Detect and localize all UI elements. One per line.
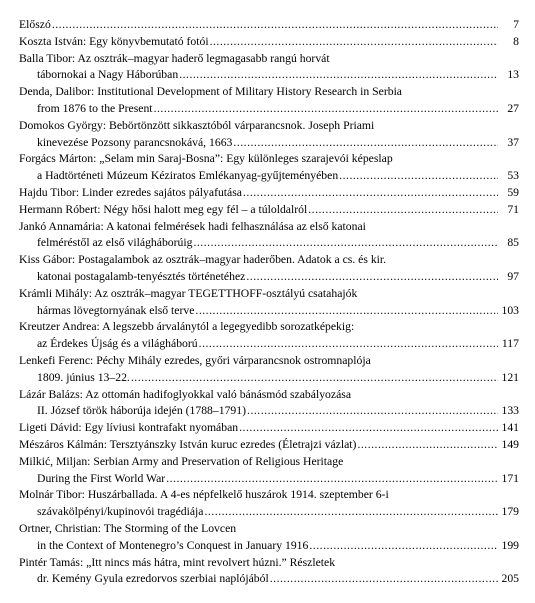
toc-entry-text: szávakölpényi/kupinovói tragédiája xyxy=(37,505,204,519)
toc-entry[interactable] xyxy=(19,151,519,185)
toc-leader-dots xyxy=(205,504,499,521)
toc-page-number: 199 xyxy=(501,538,519,552)
toc-page-number: 171 xyxy=(501,471,519,485)
toc-entry-text: in the Context of Montenegro’s Conquest in January 1916 xyxy=(37,538,309,552)
toc-leader-dots xyxy=(247,403,498,420)
toc-entry-text: Molnár Tibor: Huszárballada. A 4-es népfelkelő huszárok 1914. szeptember 6-i xyxy=(19,488,389,502)
toc-page-number: 133 xyxy=(501,404,519,418)
toc-entry-title-line xyxy=(19,353,519,370)
toc-entry-title-line xyxy=(19,34,519,51)
toc-entry[interactable] xyxy=(19,219,519,253)
toc-page-number: 179 xyxy=(501,505,519,519)
toc-entry[interactable] xyxy=(19,51,519,85)
toc-entry-text: Milkić, Miljan: Serbian Army and Preservation of Religious Heritage xyxy=(19,454,344,468)
toc-entry-continuation-line xyxy=(19,67,519,84)
toc-entry[interactable] xyxy=(19,118,519,152)
toc-leader-dots xyxy=(233,135,498,152)
toc-entry[interactable] xyxy=(19,353,519,387)
toc-entry-title-line xyxy=(19,118,519,135)
toc-entry-title-line xyxy=(19,84,519,101)
toc-entry-title-line xyxy=(19,420,519,437)
toc-entry[interactable] xyxy=(19,34,519,51)
toc-leader-dots xyxy=(131,370,498,387)
toc-entry-text: During the First World War xyxy=(37,471,166,485)
toc-entry[interactable] xyxy=(19,487,519,521)
toc-entry-text: Krámli Mihály: Az osztrák–magyar TEGETTHOFF-osztályú csatahajók xyxy=(19,286,358,300)
toc-entry-continuation-line xyxy=(19,336,519,353)
toc-page-number: 13 xyxy=(507,68,519,82)
toc-page-number: 71 xyxy=(507,202,519,216)
toc-leader-dots xyxy=(52,17,498,34)
toc-entry-continuation-line xyxy=(19,403,519,420)
toc-entry[interactable] xyxy=(19,387,519,421)
toc-entry-text: Ligeti Dávid: Egy líviusi kontrafakt nyomában xyxy=(19,421,239,435)
toc-page-number: 149 xyxy=(501,437,519,451)
toc-entry-text: 1809. június 13–22. xyxy=(37,370,130,384)
toc-leader-dots xyxy=(357,437,498,454)
toc-entry-continuation-line xyxy=(19,168,519,185)
toc-entry-text: kinevezése Pozsony parancsnokává, 1663 xyxy=(37,135,233,149)
toc-entry[interactable] xyxy=(19,521,519,555)
toc-entry-text: Denda, Dalibor: Institutional Development of Military History Research in Serbia xyxy=(19,85,402,99)
toc-entry-title-line xyxy=(19,555,519,572)
toc-page-number: 117 xyxy=(501,337,519,351)
toc-entry-text: from 1876 to the Present xyxy=(37,101,153,115)
toc-entry[interactable] xyxy=(19,17,519,34)
toc-page-number: 121 xyxy=(501,370,519,384)
toc-entry-text: felméréstől az első világháborúig xyxy=(37,236,193,250)
toc-leader-dots xyxy=(195,303,498,320)
toc-leader-dots xyxy=(210,34,498,51)
toc-leader-dots xyxy=(239,420,498,437)
toc-entry[interactable] xyxy=(19,437,519,454)
toc-entry[interactable] xyxy=(19,454,519,488)
toc-page-number: 53 xyxy=(507,169,519,183)
toc-entry-continuation-line xyxy=(19,471,519,488)
toc-entry-text: Előszó xyxy=(19,18,51,31)
toc-entry-text: katonai postagalamb-tenyésztés történetéhez xyxy=(37,269,246,283)
toc-page-number: 7 xyxy=(513,18,519,31)
toc-entry[interactable] xyxy=(19,185,519,202)
toc-leader-dots xyxy=(199,336,498,353)
toc-entry-text: Jankó Annamária: A katonai felmérések hadi felhasználása az első katonai xyxy=(19,219,366,233)
toc-entry-title-line xyxy=(19,202,519,219)
toc-leader-dots xyxy=(308,202,498,219)
toc-entry-text: hármas lövegtornyának első terve xyxy=(37,303,195,317)
toc-entry-text: tábornokai a Nagy Háborúban xyxy=(37,68,179,82)
toc-leader-dots xyxy=(193,235,498,252)
toc-leader-dots xyxy=(243,185,498,202)
toc-entry-continuation-line xyxy=(19,571,519,588)
toc-entry-title-line xyxy=(19,17,519,34)
toc-entry-title-line xyxy=(19,319,519,336)
toc-page-number: 205 xyxy=(501,572,519,586)
toc-entry[interactable] xyxy=(19,555,519,589)
toc-entry-continuation-line xyxy=(19,538,519,555)
toc-leader-dots xyxy=(246,269,498,286)
toc-entry-text: Lenkefi Ferenc: Péchy Mihály ezredes, győri várparancsnok ostromnaplója xyxy=(19,353,371,367)
toc-entry[interactable] xyxy=(19,84,519,118)
toc-entry-text: Koszta István: Egy könyvbemutató fotói xyxy=(19,34,209,48)
toc-entry-text: Hajdu Tibor: Linder ezredes sajátos pályafutása xyxy=(19,185,242,199)
toc-leader-dots xyxy=(179,67,498,84)
toc-page-number: 37 xyxy=(507,135,519,149)
toc-entry-continuation-line xyxy=(19,303,519,320)
toc-entry-continuation-line xyxy=(19,370,519,387)
toc-entry-title-line xyxy=(19,454,519,471)
toc-entry[interactable] xyxy=(19,202,519,219)
toc-entry-continuation-line xyxy=(19,135,519,152)
toc-entry-title-line xyxy=(19,387,519,404)
toc-leader-dots xyxy=(166,471,498,488)
toc-page-number: 59 xyxy=(507,185,519,199)
toc-page-number: 27 xyxy=(507,101,519,115)
toc-entry-continuation-line xyxy=(19,235,519,252)
toc-entry-text: Kiss Gábor: Postagalambok az osztrák–magyar haderőben. Adatok a cs. és kir. xyxy=(19,253,387,267)
toc-entry-title-line xyxy=(19,252,519,269)
toc-page-number: 8 xyxy=(513,34,519,48)
toc-entry-continuation-line xyxy=(19,504,519,521)
toc-entry-continuation-line xyxy=(19,269,519,286)
toc-entry-text: Forgács Márton: „Selam min Saraj-Bosna”: Egy különleges szarajevói képeslap xyxy=(19,152,393,166)
toc-entry-continuation-line xyxy=(19,101,519,118)
toc-entry-text: Ortner, Christian: The Storming of the Lovcen xyxy=(19,521,237,535)
toc-entry-title-line xyxy=(19,521,519,538)
toc-entry-text: a Hadtörténeti Múzeum Kéziratos Emlékanyag-gyűjteményében xyxy=(37,169,339,183)
toc-entry-text: Balla Tibor: Az osztrák–magyar haderő legmagasabb rangú horvát xyxy=(19,51,330,65)
toc-entry[interactable] xyxy=(19,252,519,286)
toc-entry-text: Kreutzer Andrea: A legszebb árvalánytól a legegyedibb sorozatképekig: xyxy=(19,320,355,334)
toc-entry-text: az Érdekes Újság és a világháború xyxy=(37,337,198,351)
toc-entry[interactable] xyxy=(19,286,519,320)
toc-entry-title-line xyxy=(19,286,519,303)
toc-entry-title-line xyxy=(19,51,519,68)
toc-entry-title-line xyxy=(19,185,519,202)
toc-entry-text: Pintér Tamás: „Itt nincs más hátra, mint revolvert húzni.” Részletek xyxy=(19,555,336,569)
toc-leader-dots xyxy=(339,168,498,185)
toc-entry-text: Domokos György: Bebörtönzött sikkasztóból várparancsnok. Joseph Priami xyxy=(19,118,375,132)
toc-entry-title-line xyxy=(19,151,519,168)
toc-page-number: 103 xyxy=(501,303,519,317)
toc-page-number: 141 xyxy=(501,421,519,435)
toc-entry-title-line xyxy=(19,437,519,454)
toc-leader-dots xyxy=(270,571,498,588)
toc-leader-dots xyxy=(154,101,498,118)
toc-page-number: 97 xyxy=(507,269,519,283)
toc-leader-dots xyxy=(309,538,498,555)
toc-entry-text: II. József török háborúja idején (1788–1791) xyxy=(37,404,247,418)
toc-entry-text: Mészáros Kálmán: Tersztyánszky István kuruc ezredes (Életrajzi vázlat) xyxy=(19,437,357,451)
toc-entry-text: Lázár Balázs: Az ottomán hadifoglyokkal való bánásmód szabályozása xyxy=(19,387,352,401)
toc-entry[interactable] xyxy=(19,319,519,353)
toc-entry-text: Hermann Róbert: Négy hősi halott meg egy fél – a túloldalról xyxy=(19,202,308,216)
toc-entry-title-line xyxy=(19,219,519,236)
toc-entry[interactable] xyxy=(19,420,519,437)
toc-page-number: 85 xyxy=(507,236,519,250)
toc-entry-title-line xyxy=(19,487,519,504)
toc-entry-text: dr. Kemény Gyula ezredorvos szerbiai naplójából xyxy=(37,572,269,586)
